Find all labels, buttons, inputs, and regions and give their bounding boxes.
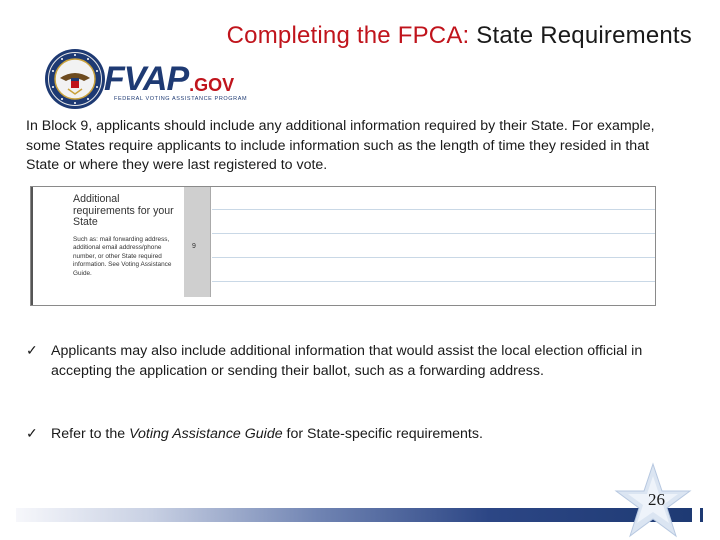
block-number: 9 (192, 243, 196, 250)
fvap-logo (104, 60, 234, 96)
form-field-line (212, 257, 655, 258)
form-left-border (31, 187, 33, 305)
form-block-label (73, 194, 179, 278)
fvap-logo-main: FVAP (104, 60, 189, 98)
bullet-text: Applicants may also include additional information that would assist the local election official in accepting the application or sending their ballot, such as a forwarding address. (51, 343, 643, 379)
form-block-description: Such as: mail forwarding address, additional email address/phone number, or other State required information. See Voting Assistance Guide. (73, 235, 172, 277)
check-icon: ✓ (26, 343, 38, 359)
title-part-2: State Requirements (476, 22, 692, 49)
bullet-item (26, 425, 666, 445)
dod-seal-icon (44, 48, 106, 110)
form-block-9-image (30, 186, 656, 306)
intro-paragraph: In Block 9, applicants should include any additional information required by their State. For example, some States require applicants to include information such as the length of time they resided in that State or where they were last registered to vote. (26, 118, 655, 173)
page-number: 26 (648, 490, 665, 509)
block-number-column (184, 187, 211, 297)
bullet-item (26, 342, 666, 381)
footer-tick (700, 508, 703, 522)
form-block-heading: Additional requirements for your State (73, 193, 174, 228)
form-field-line (212, 233, 655, 234)
form-field-line (212, 209, 655, 210)
page-title (227, 22, 692, 50)
voting-assistance-guide-title: Voting Assistance Guide (129, 426, 283, 442)
bullet-text-after: for State-specific requirements. (282, 426, 483, 442)
bullet-text (51, 425, 666, 445)
title-part-1: Completing the FPCA: (226, 22, 470, 49)
form-field-line (212, 281, 655, 282)
check-icon: ✓ (26, 426, 38, 442)
fvap-logo-suffix: .GOV (189, 75, 235, 95)
footer-bar (16, 508, 692, 522)
bullet-text-before: Refer to the (51, 426, 130, 442)
fvap-logo-subtitle: FEDERAL VOTING ASSISTANCE PROGRAM (114, 96, 248, 102)
